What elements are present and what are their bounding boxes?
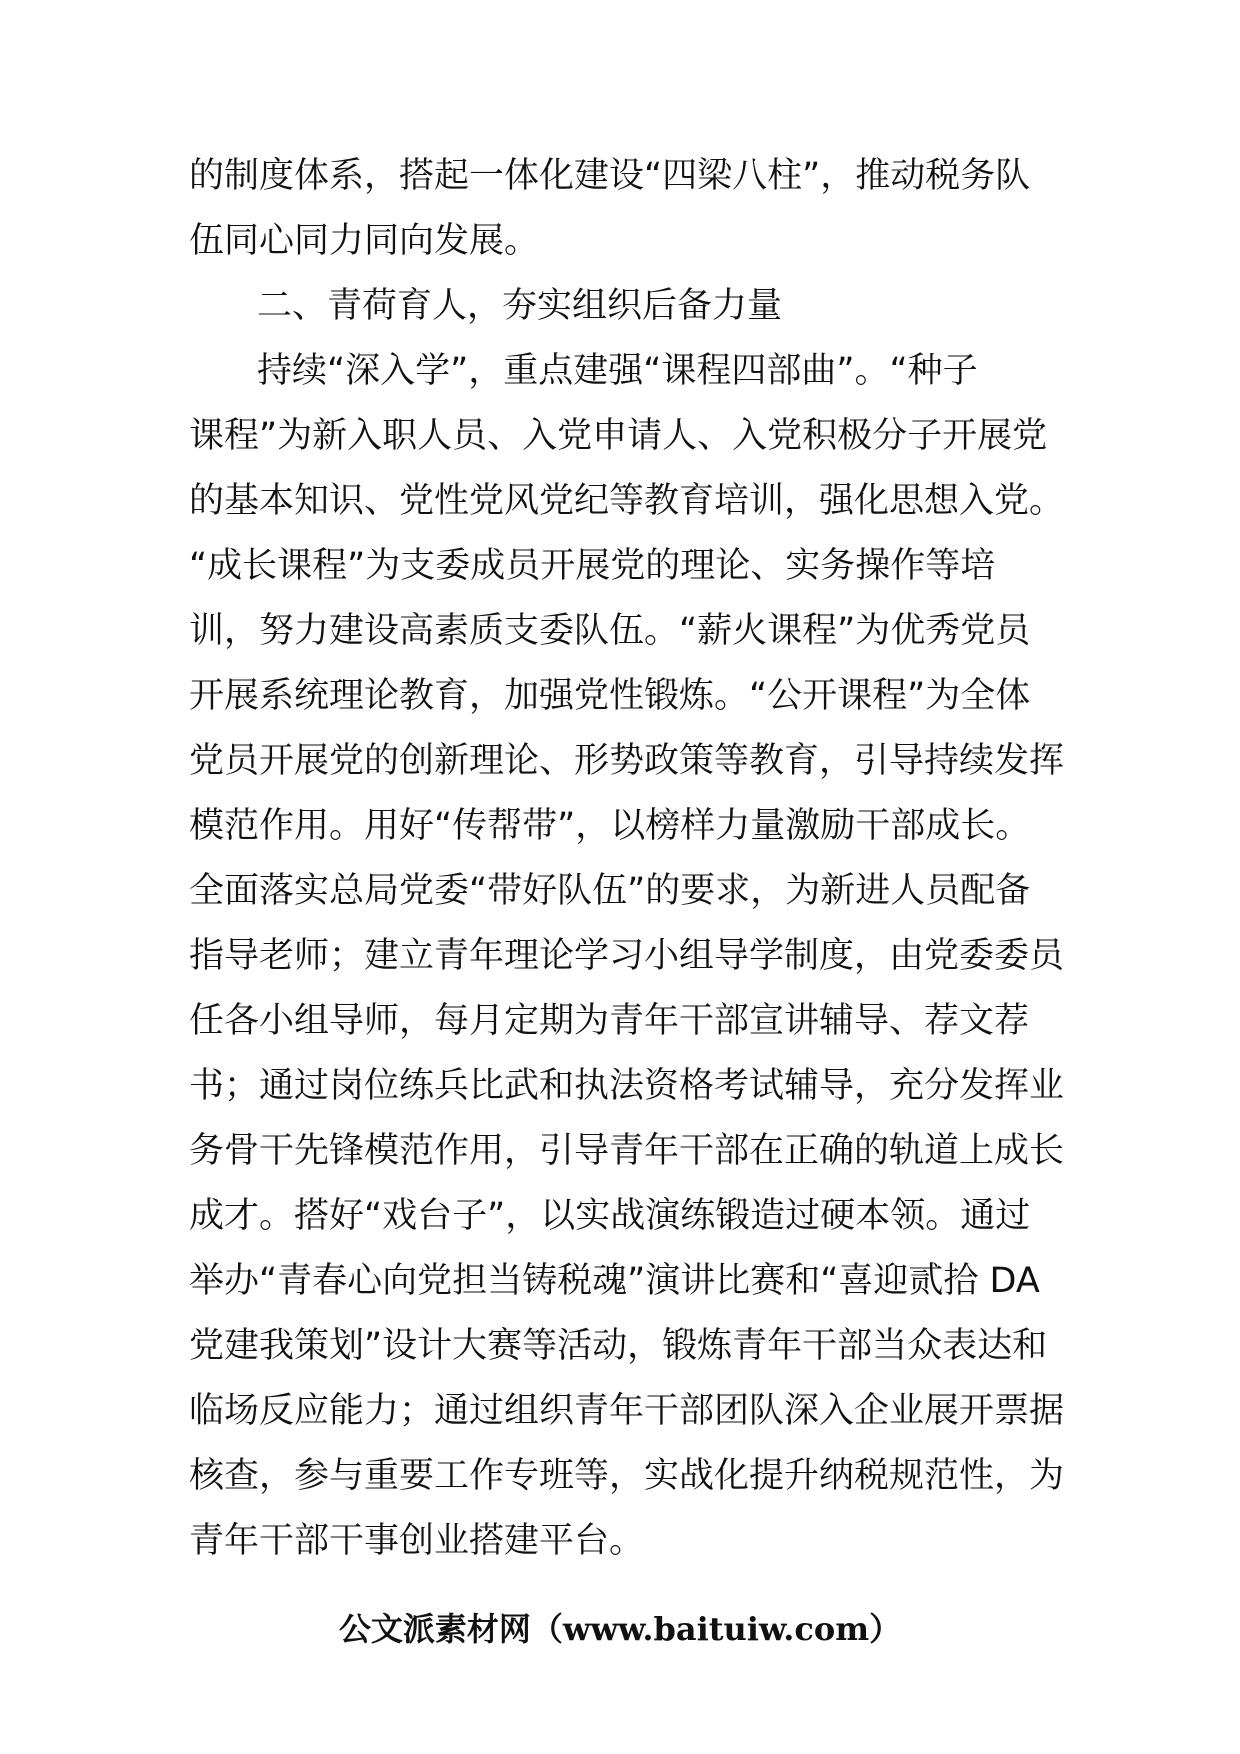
paragraph-line: 开展系统理论教育，加强党性锻炼。“公开课程”为全体 [189, 676, 1031, 716]
paragraph-line: 的制度体系，搭起一体化建设“四梁八柱”，推动税务队 [189, 156, 1031, 196]
paragraph-line: 训，努力建设高素质支委队伍。“薪火课程”为优秀党员 [189, 611, 1031, 651]
paragraph-line: 务骨干先锋模范作用，引导青年干部在正确的轨道上成长 [189, 1131, 1065, 1171]
paragraph-line: 任各小组导师，每月定期为青年干部宣讲辅导、荐文荐 [189, 1001, 1030, 1041]
paragraph-line: 临场反应能力；通过组织青年干部团队深入企业展开票据 [189, 1391, 1065, 1431]
paragraph-line: 伍同心同力同向发展。 [189, 221, 540, 261]
paragraph-line: 课程”为新入职人员、入党申请人、入党积极分子开展党 [189, 416, 1048, 456]
paragraph-line: 模范作用。用好“传帮带”，以榜样力量激励干部成长。 [189, 806, 1031, 846]
paragraph-line: 党员开展党的创新理论、形势政策等教育，引导持续发挥 [189, 741, 1065, 781]
paragraph-line: 全面落实总局党委“带好队伍”的要求，为新进人员配备 [189, 871, 1031, 911]
paragraph-line: 举办“青春心向党担当铸税魂”演讲比赛和“喜迎贰拾 DA [189, 1261, 1040, 1301]
paragraph-line: 持续“深入学”，重点建强“课程四部曲”。“种子 [257, 351, 978, 391]
paragraph-line: 的基本知识、党性党风党纪等教育培训，强化思想入党。 [189, 481, 1065, 521]
footer-source-text: 公文派素材网（www.baituiw.com） [338, 1610, 902, 1648]
paragraph-line: 青年干部干事创业搭建平台。 [189, 1521, 645, 1561]
paragraph-line: 党建我策划”设计大赛等活动，锻炼青年干部当众表达和 [189, 1326, 1048, 1366]
paragraph-line: 书；通过岗位练兵比武和执法资格考试辅导，充分发挥业 [189, 1066, 1065, 1106]
section-heading: 二、青荷育人，夯实组织后备力量 [257, 286, 783, 326]
paragraph-line: 指导老师；建立青年理论学习小组导学制度，由党委委员 [189, 936, 1065, 976]
paragraph-line: 核查，参与重要工作专班等，实战化提升纳税规范性，为 [189, 1456, 1065, 1496]
paragraph-line: “成长课程”为支委成员开展党的理论、实务操作等培 [189, 546, 996, 586]
paragraph-line: 成才。搭好“戏台子”，以实战演练锻造过硬本领。通过 [189, 1196, 1031, 1236]
body-text [189, 144, 1065, 1574]
